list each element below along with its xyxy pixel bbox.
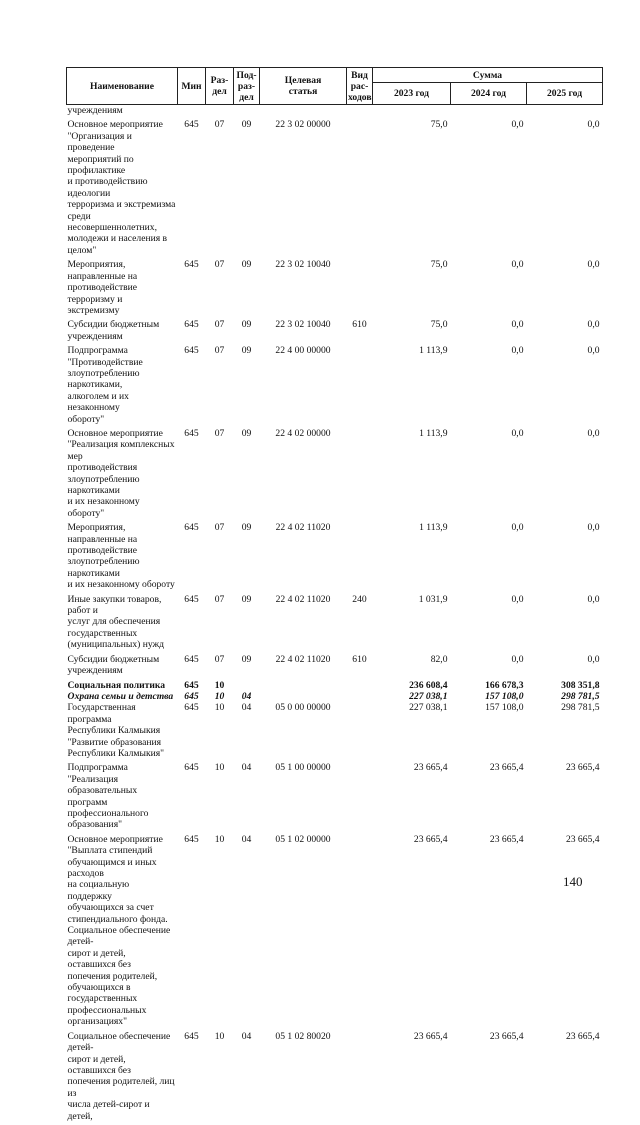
cell-vid bbox=[347, 680, 373, 691]
cell-razdel: 10 bbox=[214, 833, 225, 845]
cell-vid bbox=[347, 428, 373, 522]
page-number: 140 bbox=[563, 874, 583, 889]
cell-sum-2024: 0,0 bbox=[511, 345, 524, 357]
cell-podrazdel: 09 bbox=[241, 319, 252, 331]
cell-podrazdel: 04 bbox=[241, 1030, 252, 1042]
cell-razdel: 07 bbox=[214, 319, 225, 331]
cell-sum-2023: 1 113,9 bbox=[419, 345, 448, 357]
cell-target: 05 1 02 00000 bbox=[275, 833, 331, 845]
cell-vid bbox=[347, 762, 373, 833]
table-row bbox=[67, 702, 603, 762]
cell-target: 22 4 02 11020 bbox=[275, 593, 331, 605]
cell-razdel: 10 bbox=[214, 690, 225, 702]
cell-sum-2023: 236 608,4 bbox=[409, 679, 448, 691]
cell-sum-2025: 23 665,4 bbox=[565, 1030, 600, 1042]
cell-min: 645 bbox=[184, 702, 199, 714]
table-header bbox=[67, 68, 603, 105]
cell-name: Подпрограмма "Противодействие злоупотреблению наркотиками, алкоголем и их незаконному обороту" bbox=[67, 345, 143, 425]
table-row bbox=[67, 691, 603, 702]
cell-vid bbox=[347, 1031, 373, 1125]
cell-podrazdel: 04 bbox=[241, 833, 252, 845]
cell-podrazdel bbox=[234, 680, 260, 691]
cell-name: учреждениям bbox=[67, 105, 123, 116]
cell-sum-2023: 23 665,4 bbox=[413, 762, 448, 774]
cell-sum-2023 bbox=[373, 105, 451, 120]
cell-vid bbox=[347, 691, 373, 702]
cell-min: 645 bbox=[184, 345, 199, 357]
table-row bbox=[67, 834, 603, 1031]
cell-podrazdel: 04 bbox=[241, 762, 252, 774]
cell-min: 645 bbox=[184, 653, 199, 665]
cell-sum-2025: 23 665,4 bbox=[565, 833, 600, 845]
cell-razdel: 07 bbox=[214, 259, 225, 271]
header-podrazdel: Под- раз- дел bbox=[234, 68, 260, 105]
cell-podrazdel: 09 bbox=[241, 427, 252, 439]
table-row bbox=[67, 594, 603, 654]
cell-min: 645 bbox=[184, 833, 199, 845]
table-row bbox=[67, 105, 603, 120]
cell-sum-2024: 0,0 bbox=[511, 653, 524, 665]
cell-name: Основное мероприятие "Организация и проведение мероприятий по профилактике и противодействию идеологии терроризма и экстремизма среди несовершеннолетних, молодежи и населения в целом" bbox=[67, 119, 176, 256]
cell-sum-2024: 0,0 bbox=[511, 119, 524, 131]
header-year-2025: 2025 год bbox=[527, 83, 603, 105]
cell-sum-2023: 1 113,9 bbox=[419, 427, 448, 439]
cell-target: 22 4 02 00000 bbox=[275, 427, 331, 439]
cell-podrazdel: 04 bbox=[241, 690, 252, 702]
cell-sum-2024: 23 665,4 bbox=[489, 762, 524, 774]
cell-name: Субсидии бюджетным учреждениям bbox=[67, 653, 160, 677]
cell-sum-2023: 227 038,1 bbox=[409, 702, 448, 714]
cell-sum-2024: 157 108,0 bbox=[485, 702, 524, 714]
cell-razdel: 07 bbox=[214, 427, 225, 439]
cell-sum-2025: 298 781,5 bbox=[561, 702, 600, 714]
cell-vid: 610 bbox=[352, 319, 367, 331]
cell-sum-2025: 0,0 bbox=[587, 319, 600, 331]
cell-vid: 610 bbox=[352, 653, 367, 665]
cell-name: Государственная программа Республики Калмыкия "Развитие образования Республики Калмыкия" bbox=[67, 702, 165, 759]
cell-target: 22 3 02 10040 bbox=[275, 319, 331, 331]
cell-podrazdel: 09 bbox=[241, 653, 252, 665]
table-row bbox=[67, 428, 603, 522]
cell-vid bbox=[347, 522, 373, 593]
cell-sum-2025: 0,0 bbox=[587, 427, 600, 439]
cell-sum-2025: 0,0 bbox=[587, 593, 600, 605]
header-year-2023: 2023 год bbox=[373, 83, 451, 105]
cell-vid bbox=[347, 834, 373, 1031]
cell-razdel bbox=[206, 105, 234, 120]
cell-target: 05 1 02 80020 bbox=[275, 1030, 331, 1042]
cell-min bbox=[178, 105, 206, 120]
cell-sum-2023: 75,0 bbox=[430, 259, 448, 271]
cell-sum-2025 bbox=[527, 105, 603, 120]
cell-sum-2025: 0,0 bbox=[587, 522, 600, 534]
cell-sum-2024: 0,0 bbox=[511, 522, 524, 534]
header-razdel: Раз- дел bbox=[206, 68, 234, 105]
cell-razdel: 07 bbox=[214, 593, 225, 605]
cell-min: 645 bbox=[184, 1030, 199, 1042]
cell-sum-2024: 166 678,3 bbox=[485, 679, 524, 691]
cell-razdel: 10 bbox=[214, 762, 225, 774]
header-target: Целевая статья bbox=[260, 68, 347, 105]
cell-sum-2023: 23 665,4 bbox=[413, 1030, 448, 1042]
cell-target: 22 4 00 00000 bbox=[275, 345, 331, 357]
cell-razdel: 07 bbox=[214, 522, 225, 534]
cell-target bbox=[260, 105, 347, 120]
cell-sum-2024: 23 665,4 bbox=[489, 1030, 524, 1042]
cell-target: 05 0 00 00000 bbox=[275, 702, 331, 714]
cell-name: Социальная политика bbox=[67, 679, 166, 691]
cell-target: 22 4 02 11020 bbox=[275, 653, 331, 665]
cell-razdel: 07 bbox=[214, 345, 225, 357]
cell-min: 645 bbox=[184, 522, 199, 534]
cell-sum-2025: 298 781,5 bbox=[561, 690, 600, 702]
cell-sum-2024: 157 108,0 bbox=[485, 690, 524, 702]
cell-sum-2024 bbox=[451, 105, 527, 120]
cell-sum-2024: 0,0 bbox=[511, 319, 524, 331]
budget-table bbox=[66, 67, 603, 1125]
cell-podrazdel: 09 bbox=[241, 345, 252, 357]
cell-name: Подпрограмма "Реализация образовательных программ профессионального образования" bbox=[67, 762, 149, 831]
header-vid: Вид рас- ходов bbox=[348, 69, 372, 103]
cell-min: 645 bbox=[184, 119, 199, 131]
cell-min: 645 bbox=[184, 593, 199, 605]
cell-target bbox=[260, 691, 347, 702]
cell-sum-2025: 308 351,8 bbox=[561, 679, 600, 691]
cell-name: Основное мероприятие "Выплата стипендий обучающимся и иных расходов на социальную поддержку обучающихся за счет стипендиального фонда. Социальное обеспечение детей- сирот и детей, оставшихся без попечения родителей, обучающихся в государственных профессиональных организациях" bbox=[67, 833, 171, 1028]
cell-razdel: 10 bbox=[214, 1030, 225, 1042]
cell-razdel: 07 bbox=[214, 653, 225, 665]
cell-sum-2024: 0,0 bbox=[511, 427, 524, 439]
table-body bbox=[67, 105, 603, 1125]
cell-target: 22 4 02 11020 bbox=[275, 522, 331, 534]
cell-podrazdel: 09 bbox=[241, 522, 252, 534]
cell-sum-2023: 227 038,1 bbox=[409, 690, 448, 702]
cell-sum-2024: 0,0 bbox=[511, 593, 524, 605]
cell-target: 22 3 02 00000 bbox=[275, 119, 331, 131]
cell-sum-2023: 82,0 bbox=[430, 653, 448, 665]
cell-razdel: 10 bbox=[214, 702, 225, 714]
cell-name: Охрана семьи и детства bbox=[67, 690, 174, 702]
table-row bbox=[67, 119, 603, 259]
table-row bbox=[67, 762, 603, 833]
table-row bbox=[67, 1031, 603, 1125]
cell-podrazdel bbox=[234, 105, 260, 120]
cell-min: 645 bbox=[184, 679, 199, 691]
cell-podrazdel: 09 bbox=[241, 259, 252, 271]
cell-podrazdel: 09 bbox=[241, 593, 252, 605]
cell-vid bbox=[347, 345, 373, 428]
cell-name: Иные закупки товаров, работ и услуг для обеспечения государственных (муниципальных) нужд bbox=[67, 593, 165, 651]
cell-name: Мероприятия, направленные на противодействие злоупотреблению наркотиками и их незаконному обороту bbox=[67, 522, 175, 591]
budget-document bbox=[66, 67, 602, 1125]
cell-sum-2025: 0,0 bbox=[587, 259, 600, 271]
table-row bbox=[67, 259, 603, 319]
cell-sum-2025: 0,0 bbox=[587, 653, 600, 665]
cell-sum-2023: 1 113,9 bbox=[419, 522, 448, 534]
header-sum: Сумма bbox=[373, 68, 603, 83]
cell-vid bbox=[347, 105, 373, 120]
cell-vid: 240 bbox=[352, 593, 367, 605]
cell-sum-2025: 0,0 bbox=[587, 345, 600, 357]
cell-name: Мероприятия, направленные на противодействие терроризму и экстремизму bbox=[67, 259, 138, 316]
cell-sum-2024: 0,0 bbox=[511, 259, 524, 271]
cell-target: 05 1 00 00000 bbox=[275, 762, 331, 774]
cell-sum-2023: 75,0 bbox=[430, 319, 448, 331]
cell-sum-2025: 0,0 bbox=[587, 119, 600, 131]
table-row bbox=[67, 654, 603, 680]
table-row bbox=[67, 522, 603, 593]
header-year-2024: 2024 год bbox=[451, 83, 527, 105]
cell-min: 645 bbox=[184, 427, 199, 439]
cell-sum-2023: 75,0 bbox=[430, 119, 448, 131]
cell-min: 645 bbox=[184, 690, 199, 702]
cell-name: Субсидии бюджетным учреждениям bbox=[67, 319, 160, 342]
cell-target: 22 3 02 10040 bbox=[275, 259, 331, 271]
cell-vid bbox=[347, 702, 373, 762]
table-row bbox=[67, 319, 603, 345]
header-min: Мин bbox=[178, 68, 206, 105]
cell-sum-2024: 23 665,4 bbox=[489, 833, 524, 845]
cell-name: Основное мероприятие "Реализация комплексных мер противодействия злоупотреблению наркотиками и их незаконному обороту" bbox=[67, 427, 175, 519]
cell-sum-2023: 23 665,4 bbox=[413, 833, 448, 845]
cell-podrazdel: 04 bbox=[241, 702, 252, 714]
cell-min: 645 bbox=[184, 259, 199, 271]
cell-min: 645 bbox=[184, 319, 199, 331]
cell-razdel: 10 bbox=[214, 679, 225, 691]
cell-min: 645 bbox=[184, 762, 199, 774]
cell-vid bbox=[347, 119, 373, 259]
table-row bbox=[67, 680, 603, 691]
cell-name: Социальное обеспечение детей- сирот и детей, оставшихся без попечения родителей, лиц из числа детей-сирот и детей, bbox=[67, 1030, 175, 1122]
cell-sum-2023: 1 031,9 bbox=[418, 593, 448, 605]
cell-sum-2025: 23 665,4 bbox=[565, 762, 600, 774]
cell-target bbox=[260, 680, 347, 691]
cell-vid bbox=[347, 259, 373, 319]
cell-razdel: 07 bbox=[214, 119, 225, 131]
table-row bbox=[67, 345, 603, 428]
cell-podrazdel: 09 bbox=[241, 119, 252, 131]
header-name: Наименование bbox=[67, 68, 178, 105]
